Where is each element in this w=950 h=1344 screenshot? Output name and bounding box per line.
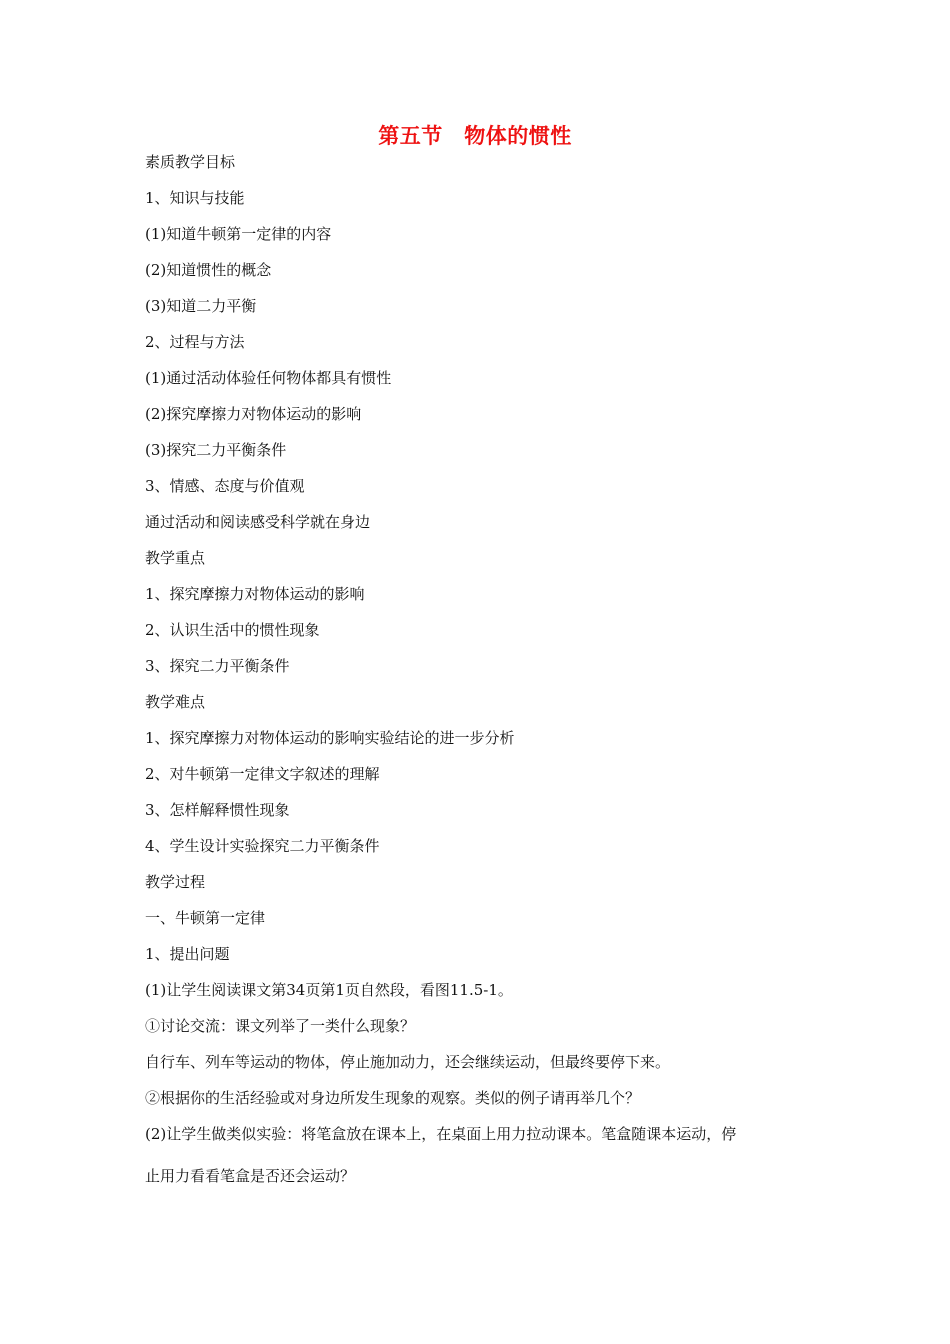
page-title: 第五节 物体的惯性 xyxy=(378,124,572,148)
text-line: (1)通过活动体验任何物体都具有惯性 xyxy=(145,369,392,387)
text-line: 2、对牛顿第一定律文字叙述的理解 xyxy=(145,765,380,783)
text-line: 2、过程与方法 xyxy=(145,333,245,351)
section-heading-difficulties: 教学难点 xyxy=(145,693,206,711)
section-heading-key-points: 教学重点 xyxy=(145,549,206,567)
text-line: 自行车、列车等运动的物体，停止施加动力，还会继续运动，但最终要停下来。 xyxy=(145,1053,671,1071)
text-line: 3、探究二力平衡条件 xyxy=(145,657,290,675)
text-line: (3)知道二力平衡 xyxy=(145,297,257,315)
text-line: 3、情感、态度与价值观 xyxy=(145,477,305,495)
text-line: (2)探究摩擦力对物体运动的影响 xyxy=(145,405,362,423)
text-line: 3、怎样解释惯性现象 xyxy=(145,801,290,819)
text-line: 2、认识生活中的惯性现象 xyxy=(145,621,320,639)
text-line: 一、牛顿第一定律 xyxy=(145,909,266,927)
section-heading-objectives: 素质教学目标 xyxy=(145,153,236,171)
text-line: (2)知道惯性的概念 xyxy=(145,261,272,279)
text-line: 通过活动和阅读感受科学就在身边 xyxy=(145,513,371,531)
text-line: 1、探究摩擦力对物体运动的影响实验结论的进一步分析 xyxy=(145,729,515,747)
text-line: (3)探究二力平衡条件 xyxy=(145,441,287,459)
text-line: 1、知识与技能 xyxy=(145,189,245,207)
text-line: ①讨论交流：课文列举了一类什么现象？ xyxy=(145,1017,416,1035)
text-line: (1)让学生阅读课文第34页第1页自然段，看图11.5-1。 xyxy=(145,981,513,999)
section-heading-process: 教学过程 xyxy=(145,873,206,891)
text-line: (2)让学生做类似实验：将笔盒放在课本上，在桌面上用力拉动课本。笔盒随课本运动，停 xyxy=(145,1125,737,1143)
text-line: (1)知道牛顿第一定律的内容 xyxy=(145,225,332,243)
text-line: ②根据你的生活经验或对身边所发生现象的观察。类似的例子请再举几个？ xyxy=(145,1089,641,1107)
text-line: 1、提出问题 xyxy=(145,945,230,963)
text-line: 4、学生设计实验探究二力平衡条件 xyxy=(145,837,380,855)
text-line: 止用力看看笔盒是否还会运动？ xyxy=(145,1167,356,1185)
text-line: 1、探究摩擦力对物体运动的影响 xyxy=(145,585,365,603)
